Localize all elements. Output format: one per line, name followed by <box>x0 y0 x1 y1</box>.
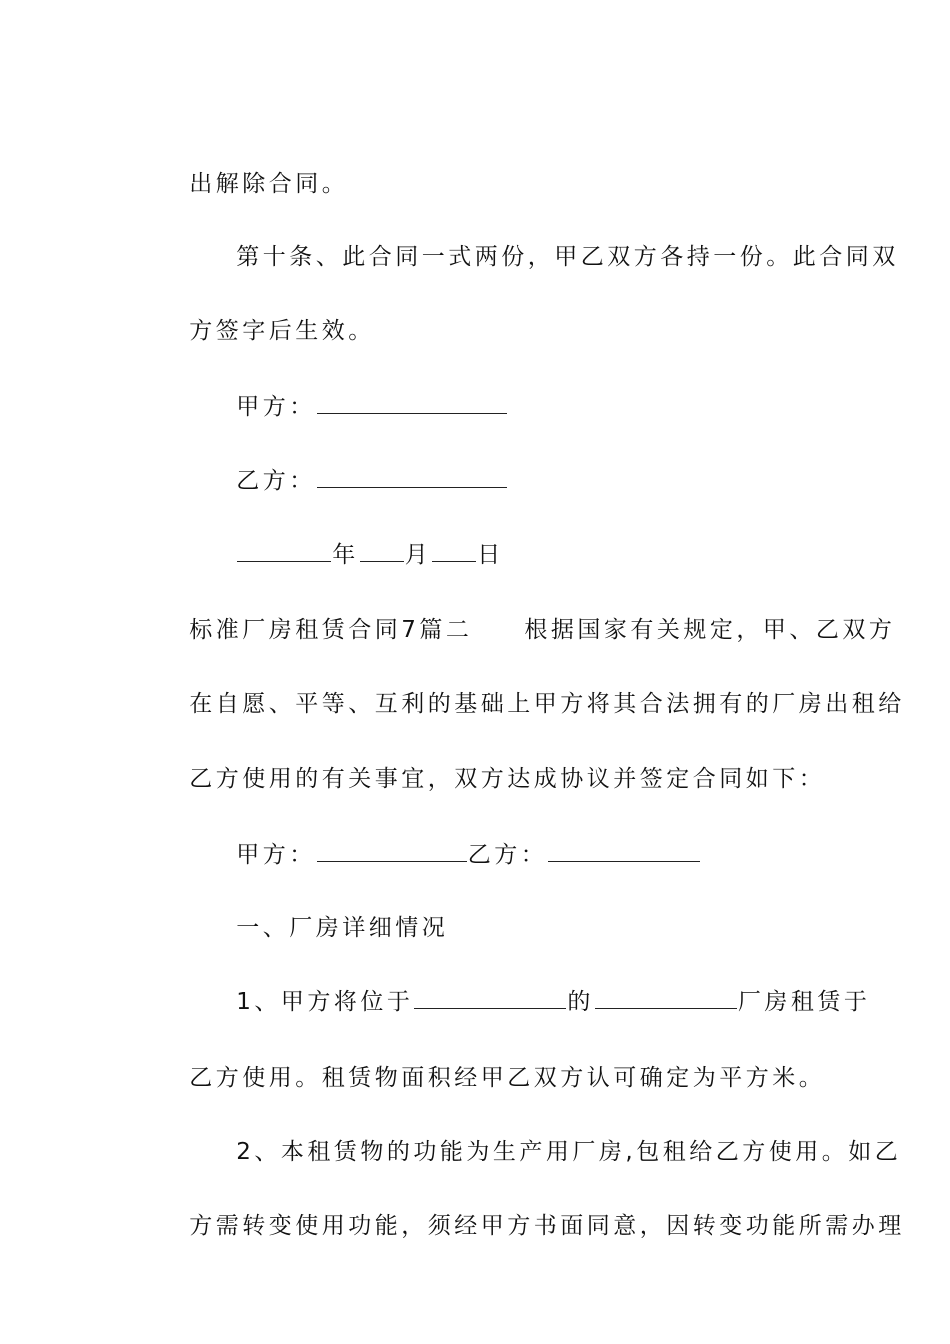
month-label: 月 <box>404 542 432 568</box>
text-line <box>146 1181 905 1271</box>
text-segment: 方签字后生效。 <box>189 318 375 344</box>
text-segment: 方需转变使用功能，须经甲方书面同意，因转变功能所需办理 <box>189 1213 905 1239</box>
day-label: 日 <box>477 542 504 568</box>
party-b-label: 乙方： <box>467 842 548 868</box>
text-segment: 2、本租赁物的功能为生产用厂房,包租给乙方使用。如乙 <box>236 1139 902 1165</box>
text-segment: 第十条、此合同一式两份，甲乙双方各持一份。此合同双 <box>236 244 899 270</box>
text-segment: 根据国家有关规定，甲、乙双方 <box>524 617 896 643</box>
text-segment: 乙方使用的有关事宜，双方达成协议并签定合同如下： <box>189 766 826 792</box>
text-segment: 厂房租赁于 <box>737 989 871 1015</box>
text-segment: 乙方使用。租赁物面积经甲乙双方认可确定为平方米。 <box>189 1065 826 1091</box>
party-a-label: 甲方： <box>236 842 316 868</box>
day-blank <box>432 541 476 562</box>
text-segment: 在自愿、平等、互利的基础上甲方将其合法拥有的厂房出租给 <box>189 691 905 717</box>
party-a-label: 甲方： <box>236 394 316 420</box>
fill-in-blank <box>317 467 507 488</box>
year-blank <box>237 541 331 562</box>
fill-in-blank <box>414 988 566 1009</box>
fill-in-blank <box>317 841 467 862</box>
fill-in-blank <box>317 393 507 414</box>
text-segment: 的 <box>567 989 594 1015</box>
text-segment: 出解除合同。 <box>189 171 349 197</box>
party-b-label: 乙方： <box>236 468 316 494</box>
text-segment: 1、甲方将位于 <box>236 989 414 1015</box>
subsection-heading: 一、厂房详细情况 <box>236 915 449 941</box>
month-blank <box>360 541 404 562</box>
fill-in-blank <box>548 841 700 862</box>
year-label: 年 <box>332 542 359 568</box>
fill-in-blank <box>595 988 737 1009</box>
section-heading: 标准厂房租赁合同7篇二 <box>189 617 473 643</box>
